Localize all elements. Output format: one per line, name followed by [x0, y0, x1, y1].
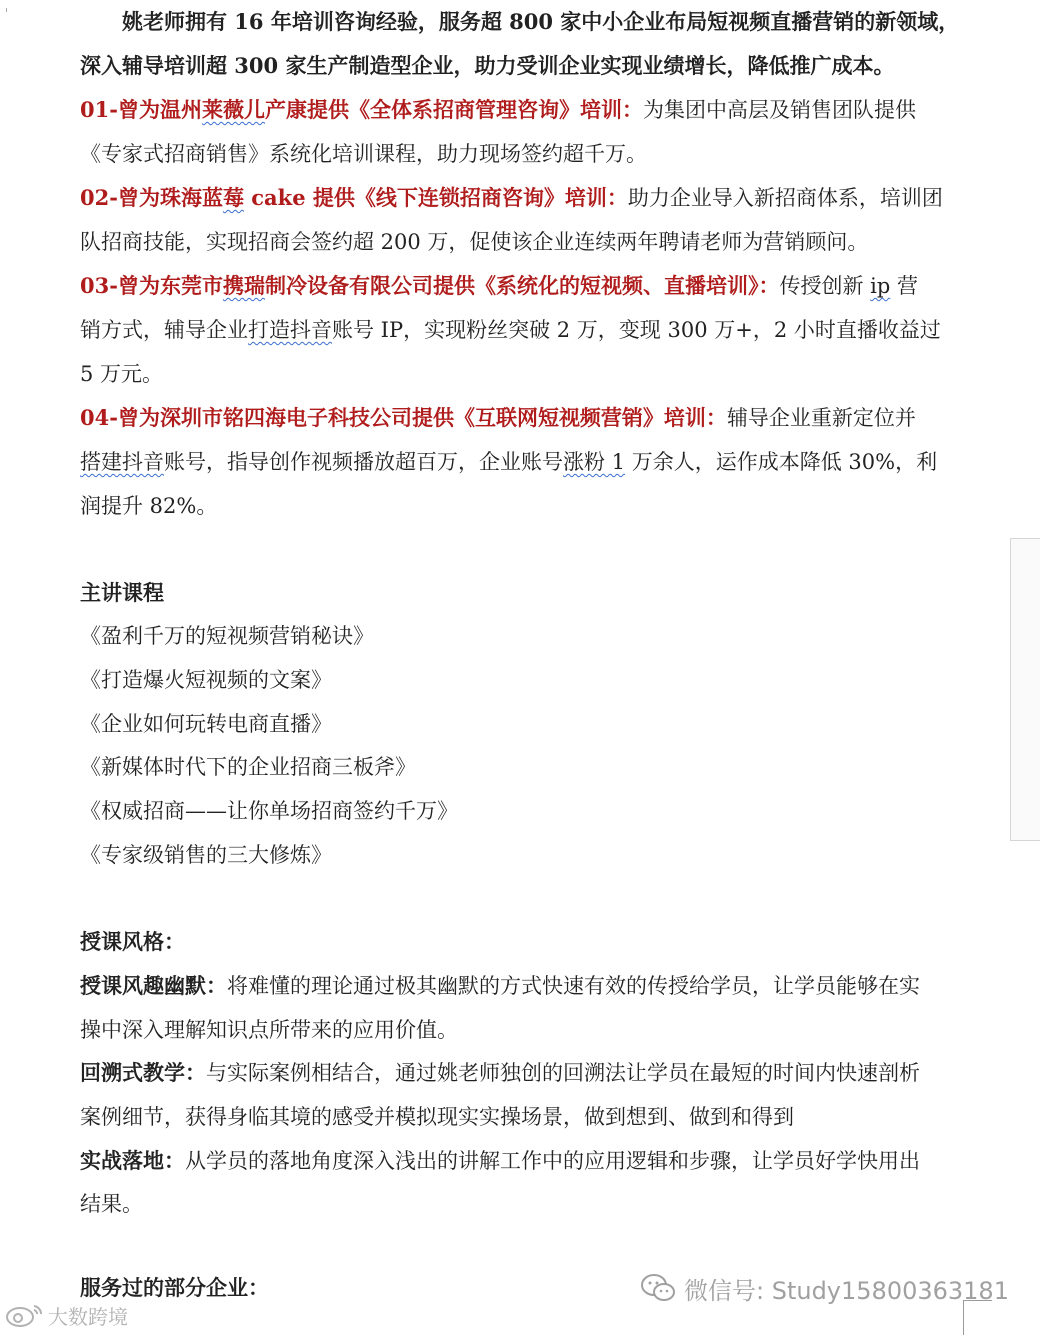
style-p2-line-1: 回溯式教学：与实际案例相结合，通过姚老师独创的回溯法让学员在最短的时间内快速剖析	[80, 1060, 920, 1085]
style-heading: 授课风格：	[80, 929, 185, 954]
weibo-icon	[4, 1302, 44, 1328]
case-02-line-2: 队招商技能，实现招商会签约超 200 万，促使该企业连续两年聘请老师为营销顾问。	[80, 230, 869, 254]
weibo-watermark	[4, 1300, 128, 1330]
case-04-text: 辅导企业重新定位并	[726, 406, 916, 430]
case-02-text: 助力企业导入新招商体系，培训团	[627, 186, 943, 210]
case-03-text: 传授创新 ip 营	[779, 274, 918, 298]
case-01-line-2: 《专家式招商销售》系统化培训课程，助力现场签约超千万。	[80, 142, 647, 166]
courses-heading: 主讲课程	[80, 580, 164, 605]
case-02-line-1	[80, 176, 943, 220]
course-item: 《盈利千万的短视频营销秘诀》	[80, 624, 374, 648]
style-p3-line-2: 结果。	[80, 1192, 143, 1216]
case-03-line-2: 销方式，辅导企业打造抖音账号 IP，实现粉丝突破 2 万，变现 300 万+，2 小时直播收益过	[80, 318, 941, 342]
case-04-line-3: 润提升 82%。	[80, 494, 218, 518]
style-p2-line-2: 案例细节，获得身临其境的感受并模拟现实实操场景，做到想到、做到和得到	[80, 1105, 794, 1129]
course-item: 《新媒体时代下的企业招商三板斧》	[80, 755, 416, 779]
course-item: 《权威招商——让你单场招商签约千万》	[80, 799, 458, 823]
intro-line-2: 深入辅导培训超 300 家生产制造型企业，助力受训企业实现业绩增长，降低推广成本。	[80, 53, 895, 78]
intro-line-1: 姚老师拥有 16 年培训咨询经验，服务超 800 家中小企业布局短视频直播营销的新领域，	[122, 9, 960, 34]
clients-heading: 服务过的部分企业：	[80, 1275, 269, 1300]
case-03-line-1	[80, 264, 918, 308]
case-01-lead: 01-曾为温州莱薇儿产康提供《全体系招商管理咨询》培训：	[80, 97, 643, 122]
case-04-line-2: 搭建抖音账号，指导创作视频播放超百万，企业账号涨粉 1 万余人，运作成本降低 30%，利	[80, 450, 938, 474]
case-01-line-1	[80, 88, 916, 132]
style-p3-line-1: 实战落地：从学员的落地角度深入浅出的讲解工作中的应用逻辑和步骤，让学员好学快用出	[80, 1148, 920, 1173]
case-01-text: 为集团中高层及销售团队提供	[642, 98, 916, 122]
course-item: 《企业如何玩转电商直播》	[80, 712, 332, 736]
weibo-account: 大数跨境	[48, 1304, 128, 1329]
vertical-scrollbar[interactable]	[1010, 538, 1040, 841]
case-04-line-1	[80, 396, 916, 440]
case-04-lead: 04-曾为深圳市铭四海电子科技公司提供《互联网短视频营销》培训：	[80, 405, 727, 430]
course-item: 《打造爆火短视频的文案》	[80, 668, 332, 692]
wechat-id: 微信号: Study15800363181	[684, 1276, 1009, 1305]
style-p1-line-2: 操中深入理解知识点所带来的应用价值。	[80, 1018, 458, 1042]
wechat-icon	[640, 1273, 676, 1303]
case-02-lead: 02-曾为珠海蓝莓 cake 提供《线下连锁招商咨询》培训：	[80, 185, 628, 210]
wechat-watermark	[640, 1268, 1009, 1308]
case-03-line-3: 5 万元。	[80, 362, 164, 386]
style-p1-line-1: 授课风趣幽默：将难懂的理论通过极其幽默的方式快速有效的传授给学员，让学员能够在实	[80, 973, 920, 998]
course-item: 《专家级销售的三大修炼》	[80, 843, 332, 867]
case-03-lead: 03-曾为东莞市携瑞制冷设备有限公司提供《系统化的短视频、直播培训》：	[80, 273, 780, 298]
margin-mark	[6, 8, 7, 12]
